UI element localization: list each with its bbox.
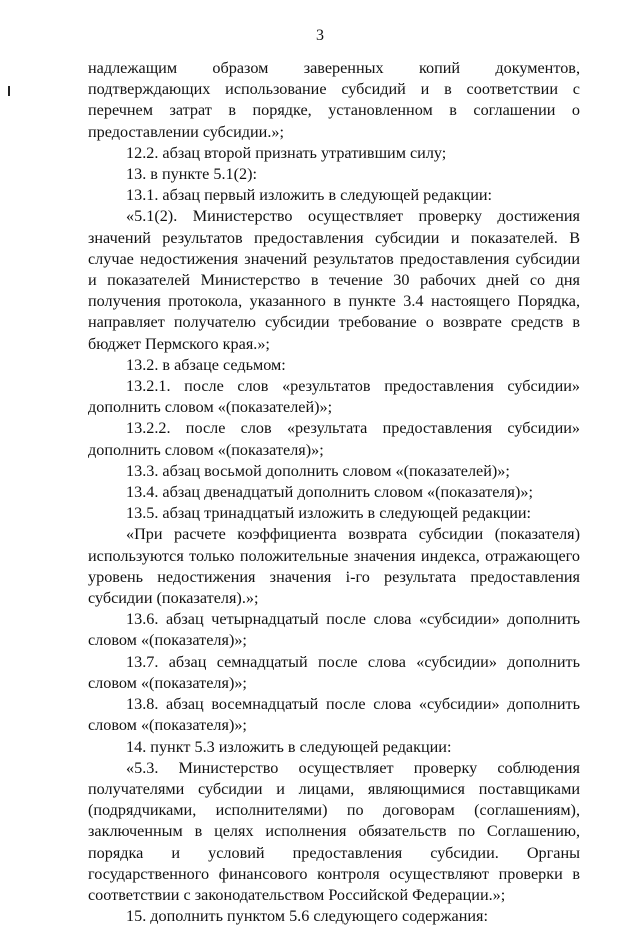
paragraph-12-2: 12.2. абзац второй признать утратившим силу;	[126, 143, 447, 162]
paragraph-14: 14. пункт 5.3 изложить в следующей редакции:	[126, 737, 452, 756]
paragraph-13-1: 13.1. абзац первый изложить в следующей редакции:	[126, 186, 493, 205]
paragraph-13-2: 13.2. в абзаце седьмом:	[126, 355, 286, 374]
paragraph-13-2-1: 13.2.1. после слов «результатов предоставления субсидии» дополнить словом «(показателей)»;	[88, 377, 580, 417]
scan-margin-mark	[8, 86, 10, 96]
document-body	[88, 58, 580, 927]
paragraph-5-3-text: «5.3. Министерство осуществляет проверку соблюдения получателями субсидии и лицами, являющимися поставщиками (подрядчиками, исполнителями) по договорам (соглашениям), заключенным в целях исполнения обязательств по Соглашению, порядка и условий предоставления субсидии. Органы государственного финансового контроля осуществляют проверки в соответствии с законодательством Российской Федерации.»;	[88, 758, 580, 904]
paragraph-13-5: 13.5. абзац тринадцатый изложить в следующей редакции:	[126, 504, 532, 523]
paragraph-13-3: 13.3. абзац восьмой дополнить словом «(показателей)»;	[126, 461, 510, 480]
paragraph-13-7: 13.7. абзац семнадцатый после слова «субсидии» дополнить словом «(показателя)»;	[88, 652, 580, 692]
paragraph-refund-coefficient-text: «При расчете коэффициента возврата субсидии (показателя) используются только положительные значения индекса, отражающего уровень недостижения значения i-го результата предоставления субсидии (показателя).»;	[88, 525, 580, 608]
paragraph-5-1-2-text: «5.1(2). Министерство осуществляет проверку достижения значений результатов предоставления субсидии и показателей. В случае недостижения значений результатов предоставления субсидии и показателей Министерство в течение 30 рабочих дней со дня получения протокола, указанного в пункте 3.4 настоящего Порядка, направляет получателю субсидии требование о возврате средств в бюджет Пермского края.»;	[88, 207, 580, 353]
paragraph-13-8: 13.8. абзац восемнадцатый после слова «субсидии» дополнить словом «(показателя)»;	[88, 695, 580, 735]
paragraph-continuation: надлежащим образом заверенных копий документов, подтверждающих использование субсидий и в соответствии с перечнем затрат в порядке, установленном в соглашении о предоставлении субсидии.»;	[88, 59, 580, 141]
paragraph-13-6: 13.6. абзац четырнадцатый после слова «субсидии» дополнить словом «(показателя)»;	[88, 610, 580, 650]
paragraph-13-4: 13.4. абзац двенадцатый дополнить словом «(показателя)»;	[126, 483, 533, 502]
paragraph-13-2-2: 13.2.2. после слов «результата предоставления субсидии» дополнить словом «(показателя)»;	[88, 419, 580, 459]
page-number: 3	[316, 27, 324, 44]
paragraph-13: 13. в пункте 5.1(2):	[126, 165, 257, 184]
paragraph-15: 15. дополнить пунктом 5.6 следующего содержания:	[126, 907, 488, 926]
